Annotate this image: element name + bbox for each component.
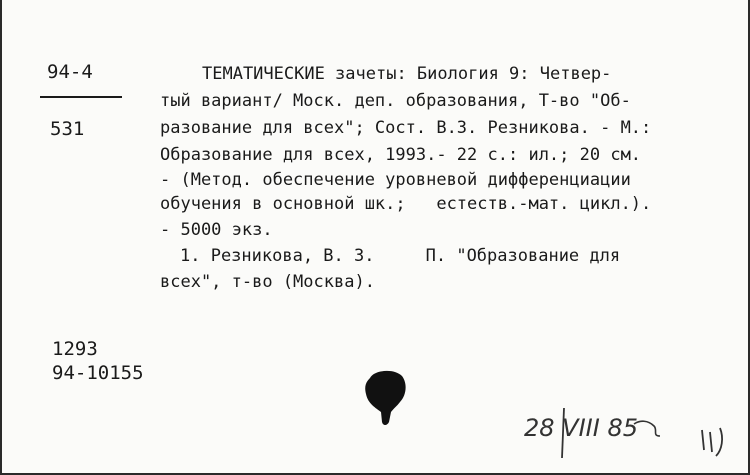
description-line-1: ТЕМАТИЧЕСКИЕ зачеты: Биология 9: Четвер-	[202, 64, 612, 84]
description-line-6: обучения в основной шк.; естеств.-мат. цикл.).	[160, 194, 652, 214]
handwritten-date-text: 28 VIII 85	[524, 414, 638, 442]
tracing-line-2: всех", т-во (Москва).	[160, 272, 375, 292]
description-line-7: - 5000 экз.	[160, 220, 273, 240]
call-number-divider	[40, 96, 122, 98]
call-number-bottom: 531	[50, 118, 85, 140]
accession-line-1: 1293	[52, 338, 98, 360]
description-line-2: тый вариант/ Моск. деп. образования, Т-во "Об-	[160, 91, 631, 111]
accession-line-2: 94-10155	[52, 362, 144, 384]
ink-blot	[364, 368, 408, 426]
description-line-4: Образование для всех, 1993.- 22 с.: ил.; 20 см.	[160, 145, 642, 165]
tracing-line-1: 1. Резникова, В. З. П. "Образование для	[180, 246, 621, 266]
description-line-3: разование для всех"; Сост. В.З. Резникова. - М.:	[160, 118, 652, 138]
description-line-5: - (Метод. обеспечение уровневой дифференциации	[160, 170, 631, 190]
handwritten-date-note	[522, 402, 747, 462]
call-number-top: 94-4	[47, 61, 93, 83]
